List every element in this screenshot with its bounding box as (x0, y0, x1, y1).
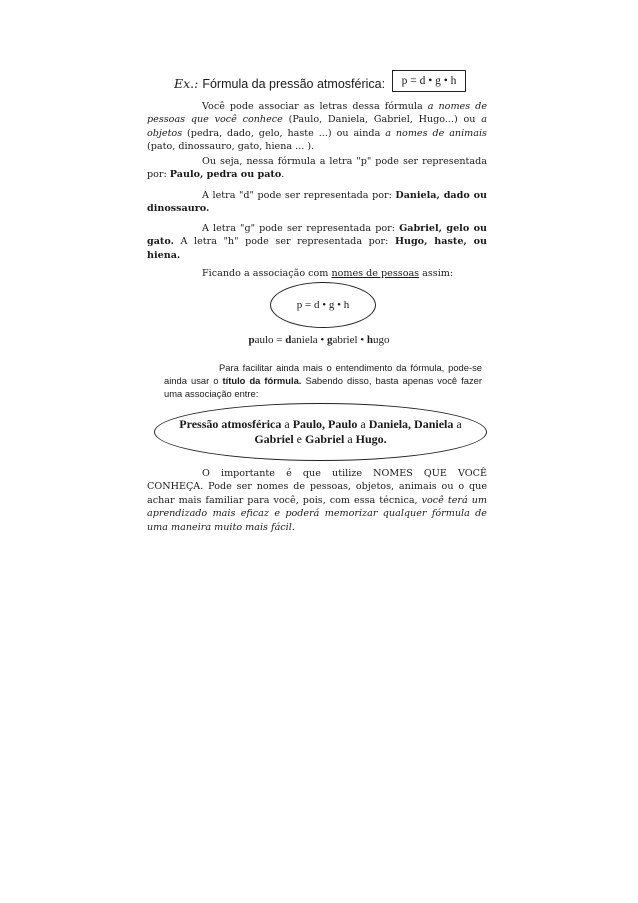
p4-text-2: A letra "h" pode ser representada por: (173, 236, 395, 248)
assoc-a-2: a (357, 417, 369, 431)
p2-text: Ou seja, nessa fórmula a letra "p" pode ser representada por: (147, 156, 487, 181)
p4-bold-2: Hugo, haste, ou hiena. (147, 236, 487, 261)
p4-bold-1: Gabriel, gelo ou gato. (147, 223, 487, 248)
assoc-bold-3: Daniela, Daniela (368, 417, 454, 431)
p7-text: O importante é que utilize NOMES QUE VOCÊ CONHEÇA. Pode ser nomes de pessoas, objetos, animais ou o que achar mais familiar para você, pois, com essa técnica, (147, 468, 487, 506)
example-heading (174, 76, 385, 91)
p4-text-1: A letra "g" pode ser representada por: (202, 223, 400, 234)
p1-text-2: (Paulo, Daniela, Gabriel, Hugo...) ou (282, 114, 482, 126)
assoc-bold-4: Gabriel (254, 432, 294, 446)
p3-text: A letra "d" pode ser representada por: (202, 190, 396, 201)
p5-underline: nomes de pessoas (331, 268, 420, 279)
p1-text-4: (pato, dinossauro, gato, hiena ... ). (147, 141, 315, 153)
paragraph-formula-title (164, 362, 482, 400)
p2-end: . (281, 169, 285, 181)
p6-text-1: Para facilitar ainda mais o entendimento da fórmula, pode-se ainda usar o (164, 362, 482, 386)
mnemonic-line (0, 334, 638, 346)
mnemonic-p-rest: aulo = (254, 334, 286, 346)
mnemonic-p-letter: p (248, 334, 255, 346)
p2-bold: Paulo, pedra ou pato (169, 169, 282, 181)
assoc-bold-5: Gabriel (304, 432, 345, 446)
assoc-a-3: a (453, 417, 462, 431)
formula-ellipse: p = d • g • h (270, 282, 376, 328)
formula-box: p = d • g • h (392, 70, 466, 92)
p5-text-1: Ficando a associação com (202, 268, 332, 279)
paragraph-association-intro (147, 100, 487, 154)
assoc-bold-1: Pressão atmosférica (179, 417, 282, 431)
association-ellipse (154, 403, 487, 461)
paragraph-letter-d (147, 189, 487, 216)
mnemonic-d-rest: aniela • (291, 334, 327, 346)
p7-italic: você terá um aprendizado mais eficaz e poderá memorizar qualquer fórmula de uma maneira muito mais fácil. (147, 494, 487, 533)
p1-italic-2: a objetos (147, 114, 487, 139)
paragraph-conclusion (147, 467, 487, 534)
paragraph-letters-g-h (147, 222, 487, 262)
paragraph-names-association (147, 267, 487, 280)
p6-bold: título da fórmula. (222, 374, 302, 386)
mnemonic-g-rest: abriel • (332, 334, 367, 346)
assoc-a-1: a (281, 417, 293, 431)
p1-italic-1: a nomes de pessoas que você conhece (147, 101, 487, 126)
paragraph-letter-p (147, 155, 487, 182)
p1-text-3: (pedra, dado, gelo, haste ...) ou ainda (182, 127, 386, 139)
assoc-a-5: a (344, 432, 356, 446)
mnemonic-d-letter: d (285, 334, 292, 346)
mnemonic-h-letter: h (366, 334, 374, 346)
assoc-bold-6: Hugo. (355, 432, 387, 446)
p1-italic-3: a nomes de animais (385, 127, 487, 139)
p5-text-2: assim: (419, 268, 454, 279)
p3-bold: Daniela, dado ou dinossauro. (147, 190, 487, 215)
assoc-bold-2: Paulo, Paulo (292, 417, 358, 431)
mnemonic-g-letter: g (327, 334, 333, 346)
p1-text-1: Você pode associar as letras dessa fórmula (202, 101, 428, 112)
p6-text-2: Sabendo disso, basta apenas você fazer uma associação entre: (164, 374, 482, 399)
example-title: Fórmula da pressão atmosférica: (202, 77, 386, 91)
example-label: Ex.: (174, 76, 199, 91)
mnemonic-h-rest: ugo (373, 334, 390, 346)
assoc-a-4: e (293, 432, 305, 446)
association-text (176, 417, 466, 447)
